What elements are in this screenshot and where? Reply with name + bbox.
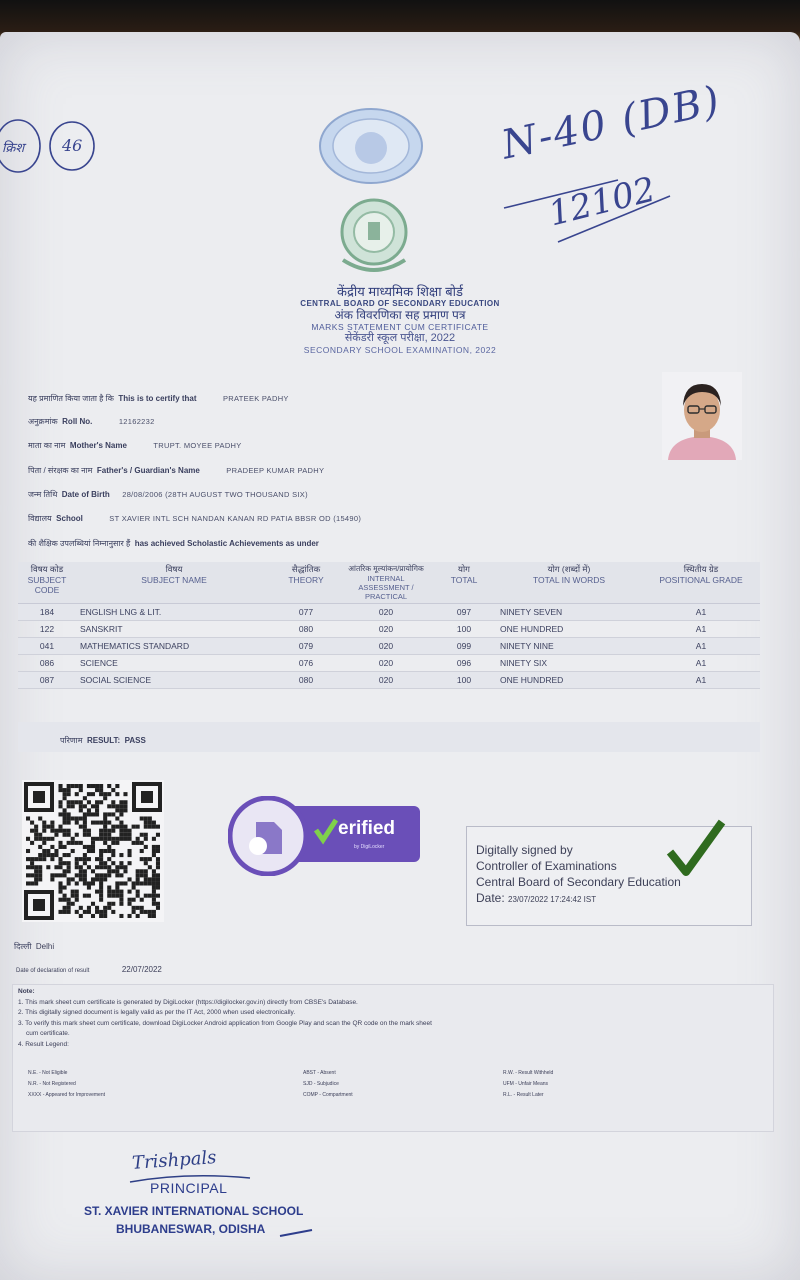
mother-line: [28, 435, 242, 453]
principal-school: ST. XAVIER INTERNATIONAL SCHOOL: [84, 1204, 304, 1218]
header-subject: विषय SUBJECT NAME: [76, 562, 272, 604]
note-2: 2. This digitally signed document is legally valid as per the IT Act, 2000 when used electronically.: [18, 1009, 296, 1016]
father-line: [28, 460, 324, 478]
subject-code: 184: [18, 604, 76, 621]
mother-hindi: माता का नाम: [28, 441, 66, 450]
legend-item: N.R. - Not Registered: [28, 1081, 76, 1087]
qr-code[interactable]: [22, 780, 164, 922]
verified-text: erified: [338, 818, 396, 839]
document-title: MARKS STATEMENT CUM CERTIFICATE: [311, 322, 489, 332]
school-hindi: विद्यालय: [28, 514, 52, 523]
note-1: 1. This mark sheet cum certificate is generated by DigiLocker (https://digilocker.gov.in) directly from CBSE's Database.: [18, 998, 358, 1006]
achievement-line: [28, 533, 319, 551]
signature-date-label: Date:: [476, 891, 505, 905]
total-in-words: NINETY SEVEN: [496, 604, 642, 621]
total-marks: 096: [432, 655, 496, 672]
total-marks: 099: [432, 638, 496, 655]
positional-grade: A1: [642, 672, 760, 689]
ia-marks: 020: [340, 621, 432, 638]
result-legend: [28, 1068, 728, 1101]
verified-subtext: by DigiLocker: [354, 844, 385, 850]
result-hindi: परिणाम: [60, 736, 83, 745]
handwritten-note-left: क्रिश: [2, 141, 25, 156]
marks-table: [18, 562, 760, 689]
header-total-in-words: योग (शब्दों में) TOTAL IN WORDS: [496, 562, 642, 604]
legend-item: SJD - Subjudice: [303, 1081, 339, 1087]
roll-hindi: अनुक्रमांक: [28, 417, 58, 426]
mother-name: TRUPT. MOYEE PADHY: [153, 441, 242, 450]
positional-grade: A1: [642, 655, 760, 672]
marks-table-header: [18, 562, 760, 604]
result-line: [60, 730, 146, 748]
header-theory: सैद्धांतिक THEORY: [272, 562, 340, 604]
positional-grade: A1: [642, 621, 760, 638]
subject-name: MATHEMATICS STANDARD: [76, 638, 272, 655]
roll-label: Roll No.: [62, 417, 93, 426]
subject-name: SANSKRIT: [76, 621, 272, 638]
ia-marks: 020: [340, 638, 432, 655]
place-line: [14, 936, 54, 954]
declaration-line: [16, 959, 162, 977]
handwritten-reference-number: 12102: [544, 169, 660, 235]
date-of-birth: 28/08/2006 (28TH AUGUST TWO THOUSAND SIX): [122, 490, 308, 499]
stamp-dash: [278, 1226, 314, 1240]
school-label: School: [56, 514, 83, 523]
total-marks: 097: [432, 604, 496, 621]
principal-signature: Trishpals: [131, 1147, 218, 1174]
theory-marks: 077: [272, 604, 340, 621]
total-marks: 100: [432, 621, 496, 638]
exam-name: SECONDARY SCHOOL EXAMINATION, 2022: [303, 345, 497, 355]
table-row: [18, 604, 760, 621]
cbse-seal-icon: [318, 106, 424, 186]
signed-by-line: Digitally signed by: [476, 843, 573, 857]
signature-date: 23/07/2022 17:24:42 IST: [508, 895, 597, 904]
subject-code: 087: [18, 672, 76, 689]
positional-grade: A1: [642, 604, 760, 621]
total-in-words: ONE HUNDRED: [496, 621, 642, 638]
table-row: [18, 638, 760, 655]
dob-hindi: जन्म तिथि: [28, 490, 58, 499]
result-label: RESULT:: [86, 736, 121, 745]
cbse-logo-icon: [335, 198, 413, 282]
father-name: PRADEEP KUMAR PADHY: [226, 466, 325, 475]
dob-line: [28, 484, 308, 502]
legend-item: XXXX - Appeared for Improvement: [28, 1092, 105, 1098]
total-in-words: NINETY SIX: [496, 655, 642, 672]
note-3-continued: cum certificate.: [26, 1030, 70, 1037]
school-name: ST XAVIER INTL SCH NANDAN KANAN RD PATIA BBSR OD (15490): [109, 514, 362, 523]
header-internal-assessment: आंतरिक मूल्यांकन/प्रायोगिक INTERNAL ASSESSMENT / PRACTICAL: [340, 562, 432, 604]
achievement-hindi: की शैक्षिक उपलब्धियां निम्नानुसार हैं: [28, 539, 131, 548]
dob-label: Date of Birth: [61, 490, 110, 499]
subject-name: ENGLISH LNG & LIT.: [76, 604, 272, 621]
candidate-photo: [662, 372, 742, 460]
table-row: [18, 655, 760, 672]
theory-marks: 080: [272, 672, 340, 689]
candidate-name: PRATEEK PADHY: [223, 394, 289, 403]
note-3: 3. To verify this mark sheet cum certificate, download DigiLocker Android application from Google Play and scan the QR code on the mark sheet: [18, 1019, 432, 1027]
school-line: [28, 508, 361, 526]
legend-item: R.W. - Result Withheld: [503, 1070, 554, 1076]
principal-city: BHUBANESWAR, ODISHA: [116, 1222, 266, 1236]
ia-marks: 020: [340, 655, 432, 672]
certify-line: [28, 388, 289, 406]
title-hindi: अंक विवरणिका सह प्रमाण पत्र: [334, 308, 466, 322]
ia-marks: 020: [340, 604, 432, 621]
total-in-words: NINETY NINE: [496, 638, 642, 655]
handwritten-note-number: 46: [62, 136, 83, 155]
header-code: विषय कोड SUBJECT CODE: [18, 562, 76, 604]
theory-marks: 076: [272, 655, 340, 672]
theory-marks: 079: [272, 638, 340, 655]
subject-name: SCIENCE: [76, 655, 272, 672]
header-grade: स्थितीय ग्रेड POSITIONAL GRADE: [642, 562, 760, 604]
certify-hindi: यह प्रमाणित किया जाता है कि: [28, 394, 114, 403]
note-4: 4. Result Legend:: [18, 1040, 69, 1048]
signer-title: Controller of Examinations: [476, 859, 617, 873]
subject-code: 041: [18, 638, 76, 655]
legend-item: COMP - Compartment: [303, 1092, 353, 1098]
ia-marks: 020: [340, 672, 432, 689]
legend-item: R.L. - Result Later: [503, 1092, 544, 1098]
board-name: CENTRAL BOARD OF SECONDARY EDUCATION: [300, 299, 500, 308]
signer-organisation: Central Board of Secondary Education: [476, 875, 681, 889]
roll-number: 12162232: [118, 417, 155, 426]
header-total: योग TOTAL: [432, 562, 496, 604]
achievement-label: has achieved Scholastic Achievements as under: [134, 539, 319, 548]
principal-title: PRINCIPAL: [150, 1180, 228, 1196]
subject-name: SOCIAL SCIENCE: [76, 672, 272, 689]
total-marks: 100: [432, 672, 496, 689]
roll-line: [28, 411, 155, 429]
exam-hindi: सेकेंडरी स्कूल परीक्षा, 2022: [344, 332, 456, 344]
legend-item: UFM - Unfair Means: [503, 1081, 549, 1087]
result-value: PASS: [124, 736, 146, 745]
handwritten-reference: N-40 (DB): [497, 77, 726, 169]
table-row: [18, 672, 760, 689]
subject-code: 086: [18, 655, 76, 672]
mother-label: Mother's Name: [69, 441, 127, 450]
certify-label: This is to certify that: [118, 394, 197, 403]
place-name: Delhi: [35, 942, 55, 951]
legend-item: ABST - Absent: [303, 1070, 336, 1076]
father-label: Father's / Guardian's Name: [96, 466, 200, 475]
table-row: [18, 621, 760, 638]
positional-grade: A1: [642, 638, 760, 655]
place-hindi: दिल्ली: [14, 942, 32, 951]
declaration-date: 22/07/2022: [121, 965, 162, 974]
subject-code: 122: [18, 621, 76, 638]
declaration-label: Date of declaration of result: [16, 968, 90, 974]
theory-marks: 080: [272, 621, 340, 638]
board-name-hindi: केंद्रीय माध्यमिक शिक्षा बोर्ड: [337, 284, 463, 299]
father-hindi: पिता / संरक्षक का नाम: [28, 466, 93, 475]
legend-item: N.E. - Not Eligible: [28, 1070, 68, 1076]
total-in-words: ONE HUNDRED: [496, 672, 642, 689]
notes-title: Note:: [18, 988, 35, 995]
